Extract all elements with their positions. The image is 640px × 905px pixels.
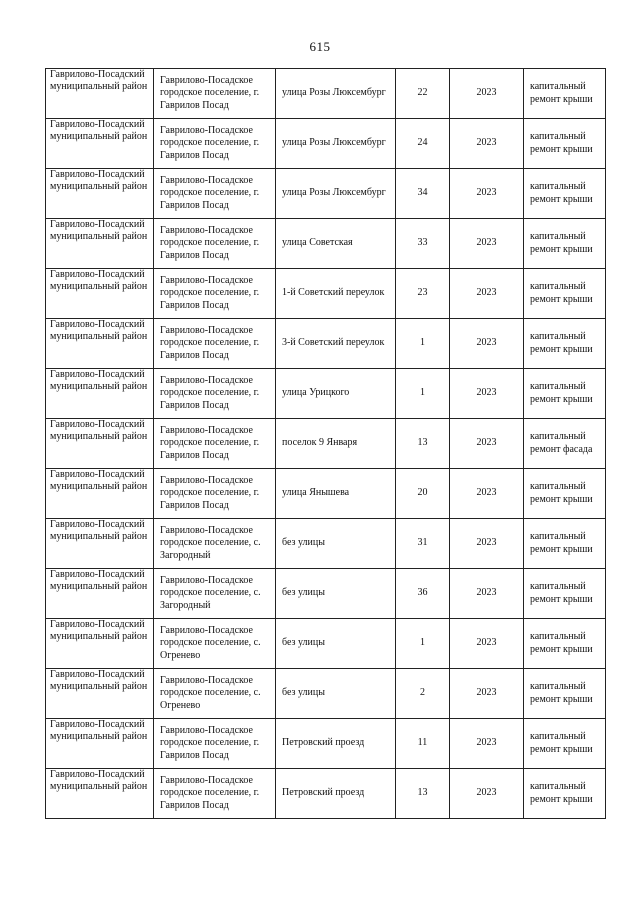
work-type-cell: капитальный ремонт крыши [524,319,606,369]
house-number-cell: 33 [396,219,450,269]
work-type-cell: капитальный ремонт крыши [524,169,606,219]
year-cell: 2023 [450,519,524,569]
district-cell: Гаврилово-Посадский муниципальный район [46,369,154,419]
work-type-cell: капитальный ремонт крыши [524,119,606,169]
work-type-cell: капитальный ремонт крыши [524,519,606,569]
work-type-cell: капитальный ремонт крыши [524,769,606,819]
settlement-cell: Гаврилово-Посадское городское поселение, с. Огренево [154,669,276,719]
district-cell: Гаврилово-Посадский муниципальный район [46,419,154,469]
street-cell: без улицы [276,569,396,619]
house-number-cell: 22 [396,69,450,119]
house-number-cell: 34 [396,169,450,219]
street-cell: улица Розы Люксембург [276,169,396,219]
year-cell: 2023 [450,469,524,519]
settlement-cell: Гаврилово-Посадское городское поселение, г. Гаврилов Посад [154,269,276,319]
year-cell: 2023 [450,619,524,669]
street-cell: улица Янышева [276,469,396,519]
street-cell: 1-й Советский переулок [276,269,396,319]
house-number-cell: 36 [396,569,450,619]
settlement-cell: Гаврилово-Посадское городское поселение, г. Гаврилов Посад [154,69,276,119]
house-number-cell: 1 [396,319,450,369]
street-cell: Петровский проезд [276,719,396,769]
settlement-cell: Гаврилово-Посадское городское поселение, с. Загородный [154,569,276,619]
work-type-cell: капитальный ремонт крыши [524,619,606,669]
work-type-cell: капитальный ремонт крыши [524,269,606,319]
year-cell: 2023 [450,719,524,769]
district-cell: Гаврилово-Посадский муниципальный район [46,569,154,619]
work-type-cell: капитальный ремонт крыши [524,669,606,719]
table-row [46,219,606,269]
house-number-cell: 31 [396,519,450,569]
settlement-cell: Гаврилово-Посадское городское поселение, г. Гаврилов Посад [154,219,276,269]
street-cell: улица Розы Люксембург [276,119,396,169]
settlement-cell: Гаврилово-Посадское городское поселение, г. Гаврилов Посад [154,119,276,169]
settlement-cell: Гаврилово-Посадское городское поселение, г. Гаврилов Посад [154,769,276,819]
street-cell: 3-й Советский переулок [276,319,396,369]
work-type-cell: капитальный ремонт крыши [524,719,606,769]
table-row [46,769,606,819]
year-cell: 2023 [450,119,524,169]
district-cell: Гаврилово-Посадский муниципальный район [46,119,154,169]
settlement-cell: Гаврилово-Посадское городское поселение, г. Гаврилов Посад [154,169,276,219]
house-number-cell: 1 [396,619,450,669]
year-cell: 2023 [450,769,524,819]
year-cell: 2023 [450,219,524,269]
district-cell: Гаврилово-Посадский муниципальный район [46,269,154,319]
table-row [46,469,606,519]
house-number-cell: 20 [396,469,450,519]
work-type-cell: капитальный ремонт фасада [524,419,606,469]
street-cell: улица Урицкого [276,369,396,419]
year-cell: 2023 [450,569,524,619]
district-cell: Гаврилово-Посадский муниципальный район [46,769,154,819]
table-row [46,69,606,119]
work-type-cell: капитальный ремонт крыши [524,369,606,419]
house-number-cell: 13 [396,769,450,819]
street-cell: улица Советская [276,219,396,269]
district-cell: Гаврилово-Посадский муниципальный район [46,519,154,569]
work-type-cell: капитальный ремонт крыши [524,569,606,619]
settlement-cell: Гаврилово-Посадское городское поселение, г. Гаврилов Посад [154,469,276,519]
district-cell: Гаврилово-Посадский муниципальный район [46,469,154,519]
house-number-cell: 2 [396,669,450,719]
district-cell: Гаврилово-Посадский муниципальный район [46,319,154,369]
year-cell: 2023 [450,419,524,469]
table-row [46,319,606,369]
settlement-cell: Гаврилово-Посадское городское поселение, г. Гаврилов Посад [154,369,276,419]
year-cell: 2023 [450,369,524,419]
year-cell: 2023 [450,269,524,319]
table-row [46,119,606,169]
table-row [46,369,606,419]
settlement-cell: Гаврилово-Посадское городское поселение, г. Гаврилов Посад [154,419,276,469]
table-row [46,169,606,219]
district-cell: Гаврилово-Посадский муниципальный район [46,719,154,769]
settlement-cell: Гаврилово-Посадское городское поселение, г. Гаврилов Посад [154,719,276,769]
table-row [46,519,606,569]
house-number-cell: 24 [396,119,450,169]
work-type-cell: капитальный ремонт крыши [524,69,606,119]
settlement-cell: Гаврилово-Посадское городское поселение, с. Загородный [154,519,276,569]
year-cell: 2023 [450,169,524,219]
district-cell: Гаврилово-Посадский муниципальный район [46,619,154,669]
table-row [46,269,606,319]
settlement-cell: Гаврилово-Посадское городское поселение, с. Огренево [154,619,276,669]
table-body [46,69,606,819]
work-type-cell: капитальный ремонт крыши [524,219,606,269]
street-cell: Петровский проезд [276,769,396,819]
district-cell: Гаврилово-Посадский муниципальный район [46,169,154,219]
year-cell: 2023 [450,69,524,119]
street-cell: улица Розы Люксембург [276,69,396,119]
house-number-cell: 11 [396,719,450,769]
house-number-cell: 1 [396,369,450,419]
table-row [46,569,606,619]
street-cell: без улицы [276,519,396,569]
table-row [46,669,606,719]
house-number-cell: 23 [396,269,450,319]
street-cell: без улицы [276,669,396,719]
district-cell: Гаврилово-Посадский муниципальный район [46,219,154,269]
table-row [46,619,606,669]
page-number: 615 [309,39,331,54]
district-cell: Гаврилово-Посадский муниципальный район [46,69,154,119]
year-cell: 2023 [450,319,524,369]
housing-repair-table [45,68,606,819]
table-row [46,719,606,769]
year-cell: 2023 [450,669,524,719]
house-number-cell: 13 [396,419,450,469]
street-cell: без улицы [276,619,396,669]
street-cell: поселок 9 Января [276,419,396,469]
district-cell: Гаврилово-Посадский муниципальный район [46,669,154,719]
table-row [46,419,606,469]
work-type-cell: капитальный ремонт крыши [524,469,606,519]
settlement-cell: Гаврилово-Посадское городское поселение, г. Гаврилов Посад [154,319,276,369]
